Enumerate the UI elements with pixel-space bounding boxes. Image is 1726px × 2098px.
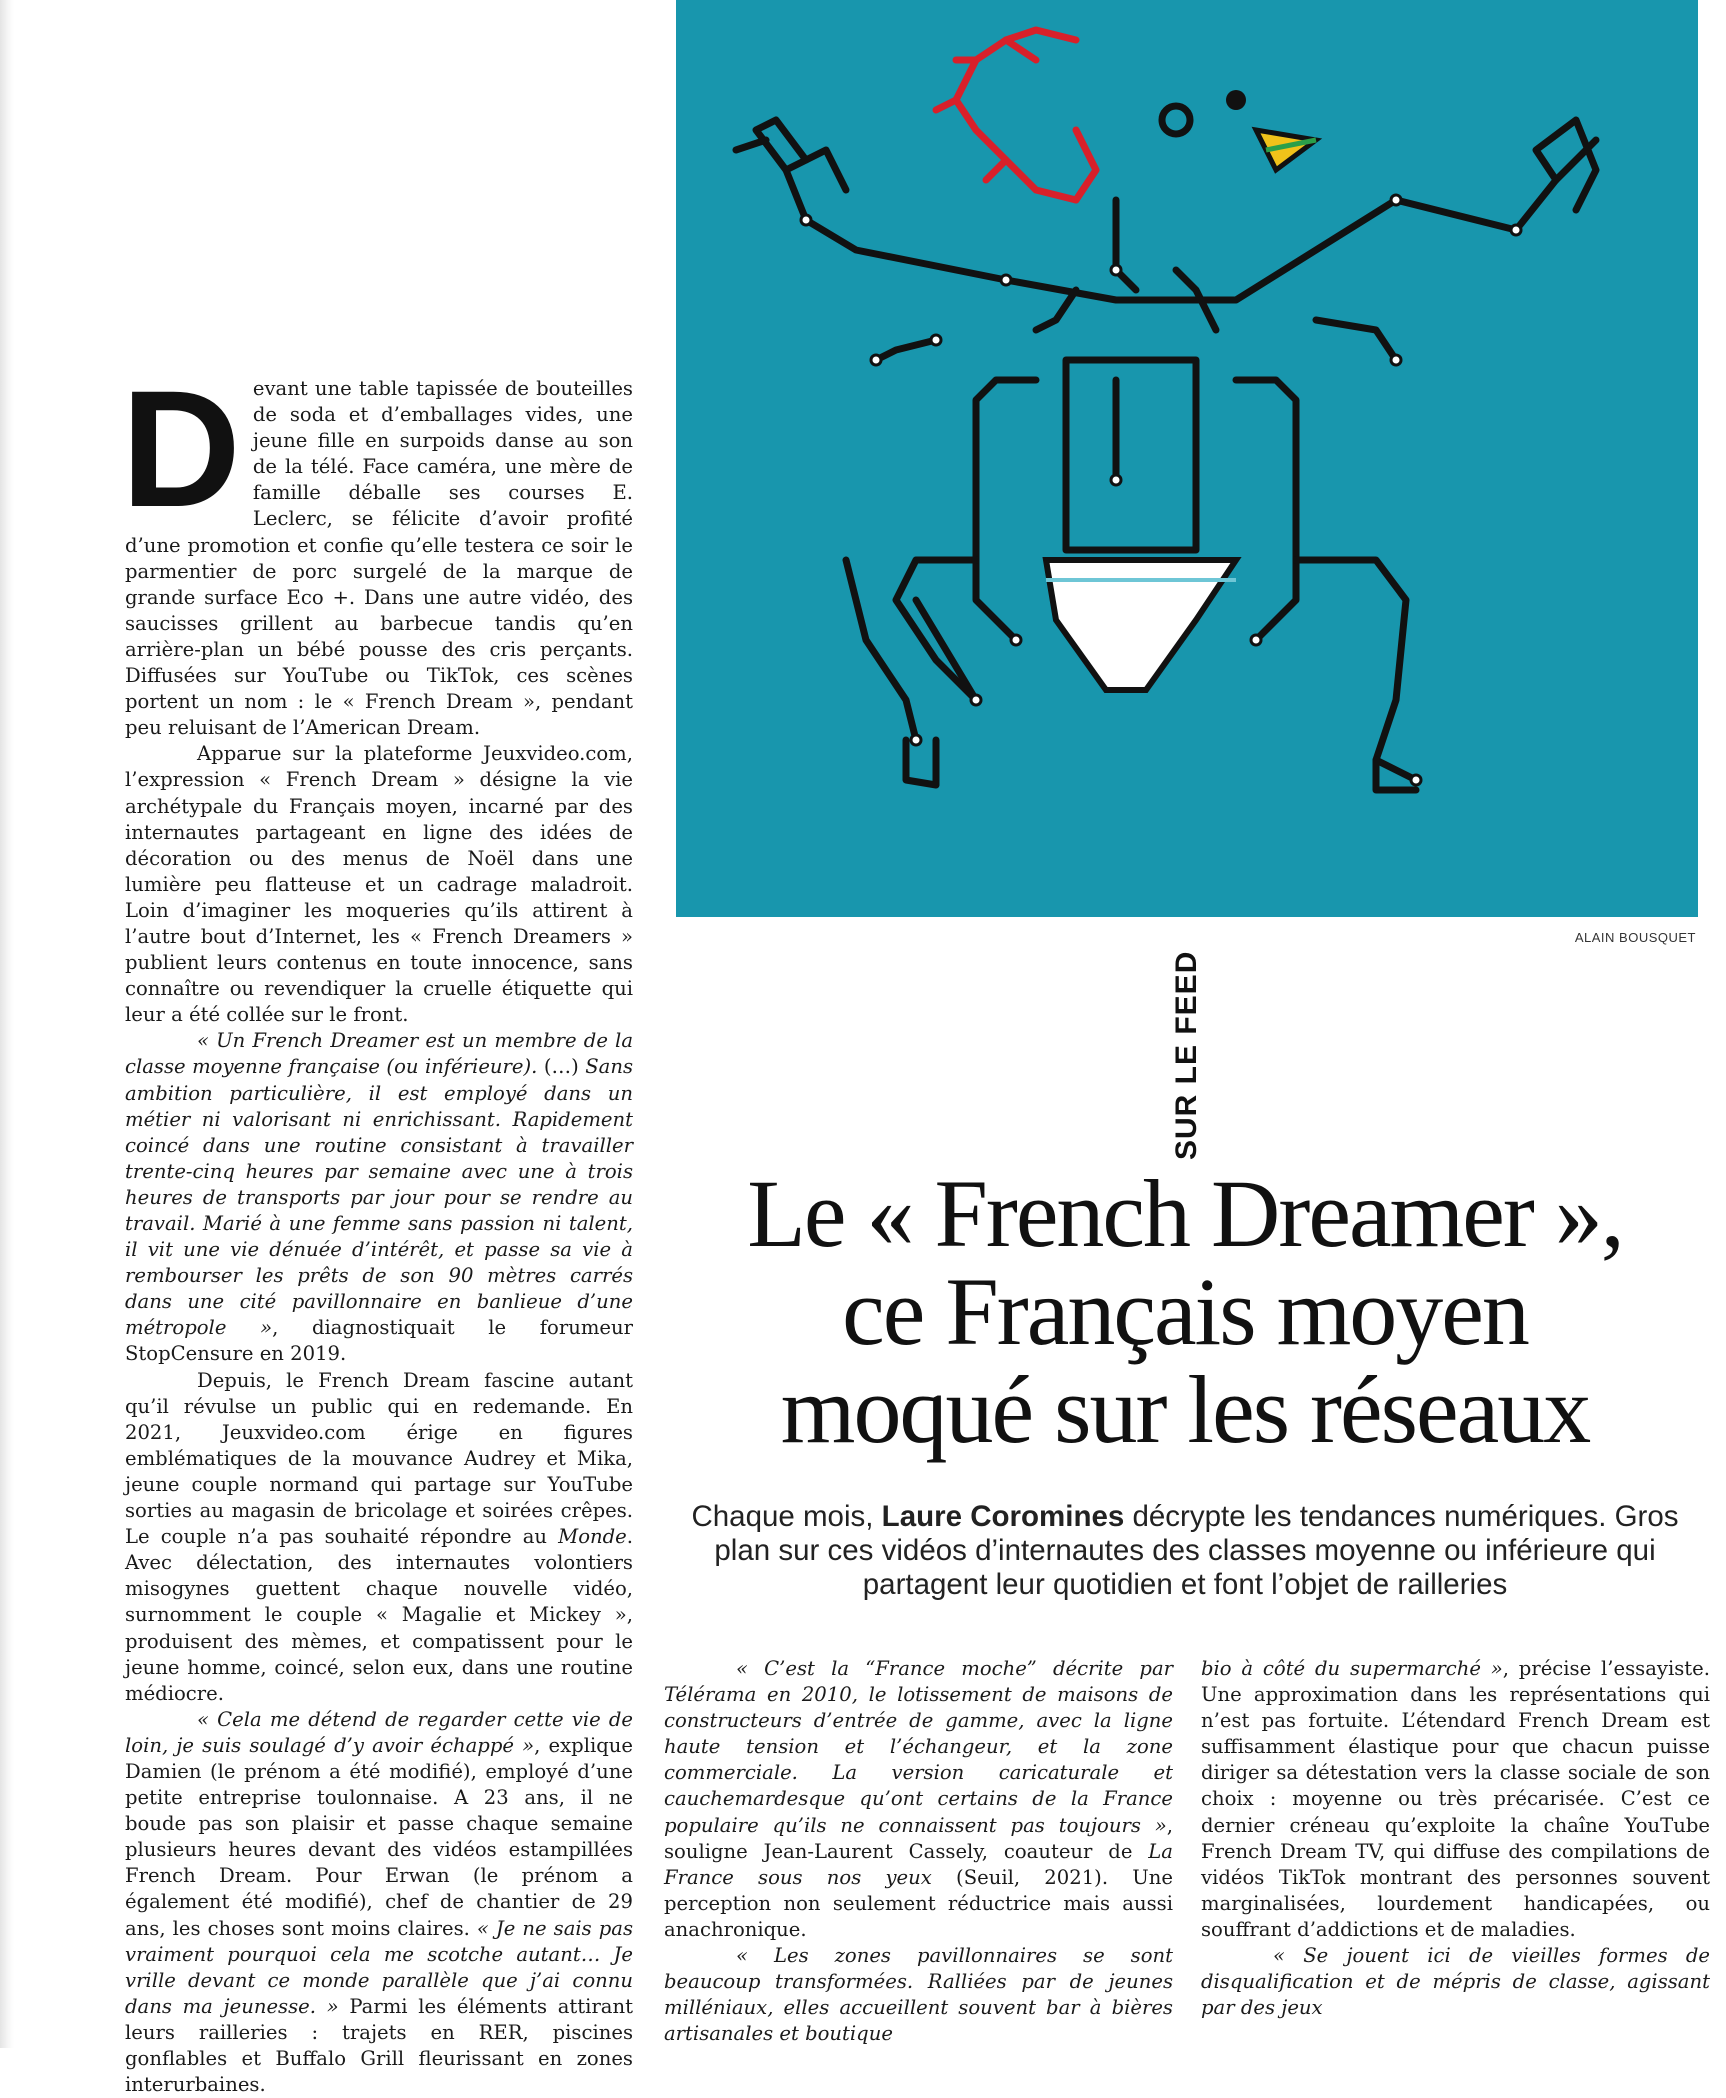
photo-credit: ALAIN BOUSQUET (1574, 930, 1696, 945)
paragraph-2: Apparue sur la plateforme Jeuxvideo.com, l’expression « French Dream » désigne la vie archétypale du Français moyen, incarné par des internautes partageant en ligne des idées de décoration ou des menus de Noël dans une lumière peu flatteuse et un cadrage maladroit. Loin d’imaginer les moqueries qu’ils attirent à l’autre bout d’Internet, les « French Dreamers » publient leurs contenus en toute innocence, sans connaître ou revendiquer la cruelle étiquette qui leur a été collée sur le front. (125, 742, 633, 1027)
paragraph-8: « Se jouent ici de vieilles formes de disqualification et de mépris de classe, agissant par des jeux (1201, 1944, 1710, 2020)
standfirst-pre: Chaque mois, (691, 1500, 882, 1533)
paragraph-1-text: evant une table tapissée de bouteilles de soda et d’emballages vides, une jeune fille en surpoids danse au son de la télé. Face caméra, une mère de famille déballe ses courses E. Leclerc, se félicite d’avoir profité d’une promotion et confie qu’elle testera ce soir le parmentier de porc surgelé de la marque de grande surface Eco +. Dans une autre vidéo, des saucisses grillent au barbecue tandis qu’en arrière-plan un bébé pousse des cris perçants. Diffusées sur YouTube ou TikTok, ces scènes portent un nom : le « French Dream », pendant peu reluisant de l’American Dream. (125, 377, 633, 740)
erwan-quote: « Je ne sais pas vraiment pourquoi cela me scotche autant… Je vrille devant ce monde parallèle que j’ai connu dans ma jeunesse. » (125, 1916, 634, 2018)
right-article-column (1201, 1656, 1710, 2021)
section-rubric: SUR LE FEED (1170, 950, 1203, 1160)
headline-line-2: ce Français moyen (842, 1258, 1528, 1365)
paragraph-4-text-a: Depuis, le French Dream fascine autant qu’il révulse un public qui en redemande. En 2021, Jeuxvideo.com érige en figures emblématiques de la mouvance Audrey et Mika, jeune couple normand qui partage sur YouTube sorties au magasin de bricolage et soirées crêpes. Le couple n’a pas souhaité répondre au (125, 1368, 633, 1549)
quote-part-2: Sans ambition particulière, il est employé dans un métier ni valorisant ni enrichissant. Rapidement coincé dans une routine consistant à travailler trente-cinq heures par semaine avec une à trois heures de transports par jour pour se rendre au travail. Marié à une femme sans passion ni talent, il vit une vie dénuée d’intérêt, et passe sa vie à rembourser les prêts de son 90 mètres carrés dans une cité pavillonnaire en banlieue d’une métropole » (125, 1055, 633, 1340)
page-gutter-shadow (0, 0, 14, 2048)
cassely-quote: « C’est la “France moche” décrite par Télérama en 2010, le lotissement de maisons de constructeurs d’entrée de gamme, avec la ligne haute tension et l’échangeur, et la zone commerciale. La version caricaturale et cauchemardesque qu’ont certains de la France populaire qu’ils ne connaissent pas toujours » (664, 1657, 1173, 1837)
paragraph-1 (121, 357, 633, 741)
paragraph-3 (125, 1028, 633, 1367)
paragraph-4-text-b: . Avec délectation, des internautes volontiers misogynes guettent chaque nouvelle vidéo, surnomment le couple « Magalie et Mickey », produisent des mèmes, et compatissent pour le jeune homme, coincé, selon eux, dans une routine médiocre. (125, 1525, 633, 1705)
circuit-figure-icon (676, 0, 1698, 917)
paragraph-6 (664, 1656, 1173, 1943)
damien-quote: « Cela me détend de regarder cette vie de loin, je suis soulagé d’y avoir échappé » (125, 1707, 633, 1757)
author-name: Laure Coromines (881, 1500, 1125, 1533)
paragraph-7-text: , précise l’essayiste. Une approximation dans les représentations qui n’est pas fortuite. L’étendard French Dream est suffisamment élastique pour que chacun puisse diriger sa détestation vers la classe sociale de son choix : moyenne ou très précarisée. C’est ce dernier créneau qu’exploite la chaîne YouTube French Dream TV, qui diffuse des compilations de vidéos TikTok montrant des personnes souvent marginalisées, lourdement handicapées, ou souffrant d’addictions et de maladies. (1201, 1657, 1710, 1941)
newspaper-name: Monde (558, 1525, 627, 1549)
quote-continued: bio à côté du supermarché » (1201, 1657, 1503, 1680)
quote-ellipsis: (…) (537, 1055, 586, 1079)
middle-article-column (664, 1656, 1173, 2047)
paragraph-7: « Les zones pavillonnaires se sont beaucoup transformées. Ralliées par de jeunes milléniaux, elles accueillent souvent bar à bières artisanales et boutique (664, 1944, 1173, 2046)
paragraph-7-continued (1201, 1656, 1710, 1943)
standfirst (680, 1500, 1690, 1602)
book-title: La France sous nos yeux (664, 1839, 1173, 1889)
quote-attribution: , diagnostiquait le forumeur StopCensure en 2019. (125, 1316, 633, 1366)
quote-part-1: « Un French Dreamer est un membre de la classe moyenne française (ou inférieure). (125, 1029, 633, 1079)
headline-line-1: Le « French Dreamer », (747, 1160, 1623, 1267)
paragraph-5-text-a: , explique Damien (le prénom a été modifié), employé d’une petite entreprise toulonnaise. A 23 ans, il ne boude pas son plaisir et passe chaque semaine plusieurs heures devant des vidéos estampillées French Dream. Pour Erwan (le prénom a également été modifié), chef de chantier de 29 ans, les choses sont moins claires. (125, 1733, 633, 1940)
circuit-rooster-figure-illustration (676, 0, 1698, 917)
paragraph-4 (125, 1368, 633, 1707)
left-article-column (121, 357, 634, 2098)
drop-cap: D (121, 357, 241, 542)
headline-line-3: moqué sur les réseaux (780, 1356, 1590, 1463)
headline (700, 1160, 1670, 1463)
paragraph-6-text-b: (Seuil, 2021). Une perception non seulement réductrice mais aussi anachronique. (664, 1865, 1173, 1941)
paragraph-6-text-a: , souligne Jean-Laurent Cassely, coauteur de (664, 1813, 1173, 1863)
paragraph-5-text-b: Parmi les éléments attirant leurs railleries : trajets en RER, piscines gonflables et Buffalo Grill fleurissant en zones interurbaines. (125, 1994, 633, 2097)
standfirst-post: décrypte les tendances numériques. Gros plan sur ces vidéos d’internautes des classes moyenne ou inférieure qui partagent leur quotidien et font l’objet de railleries (714, 1500, 1679, 1601)
paragraph-5 (125, 1707, 633, 2098)
